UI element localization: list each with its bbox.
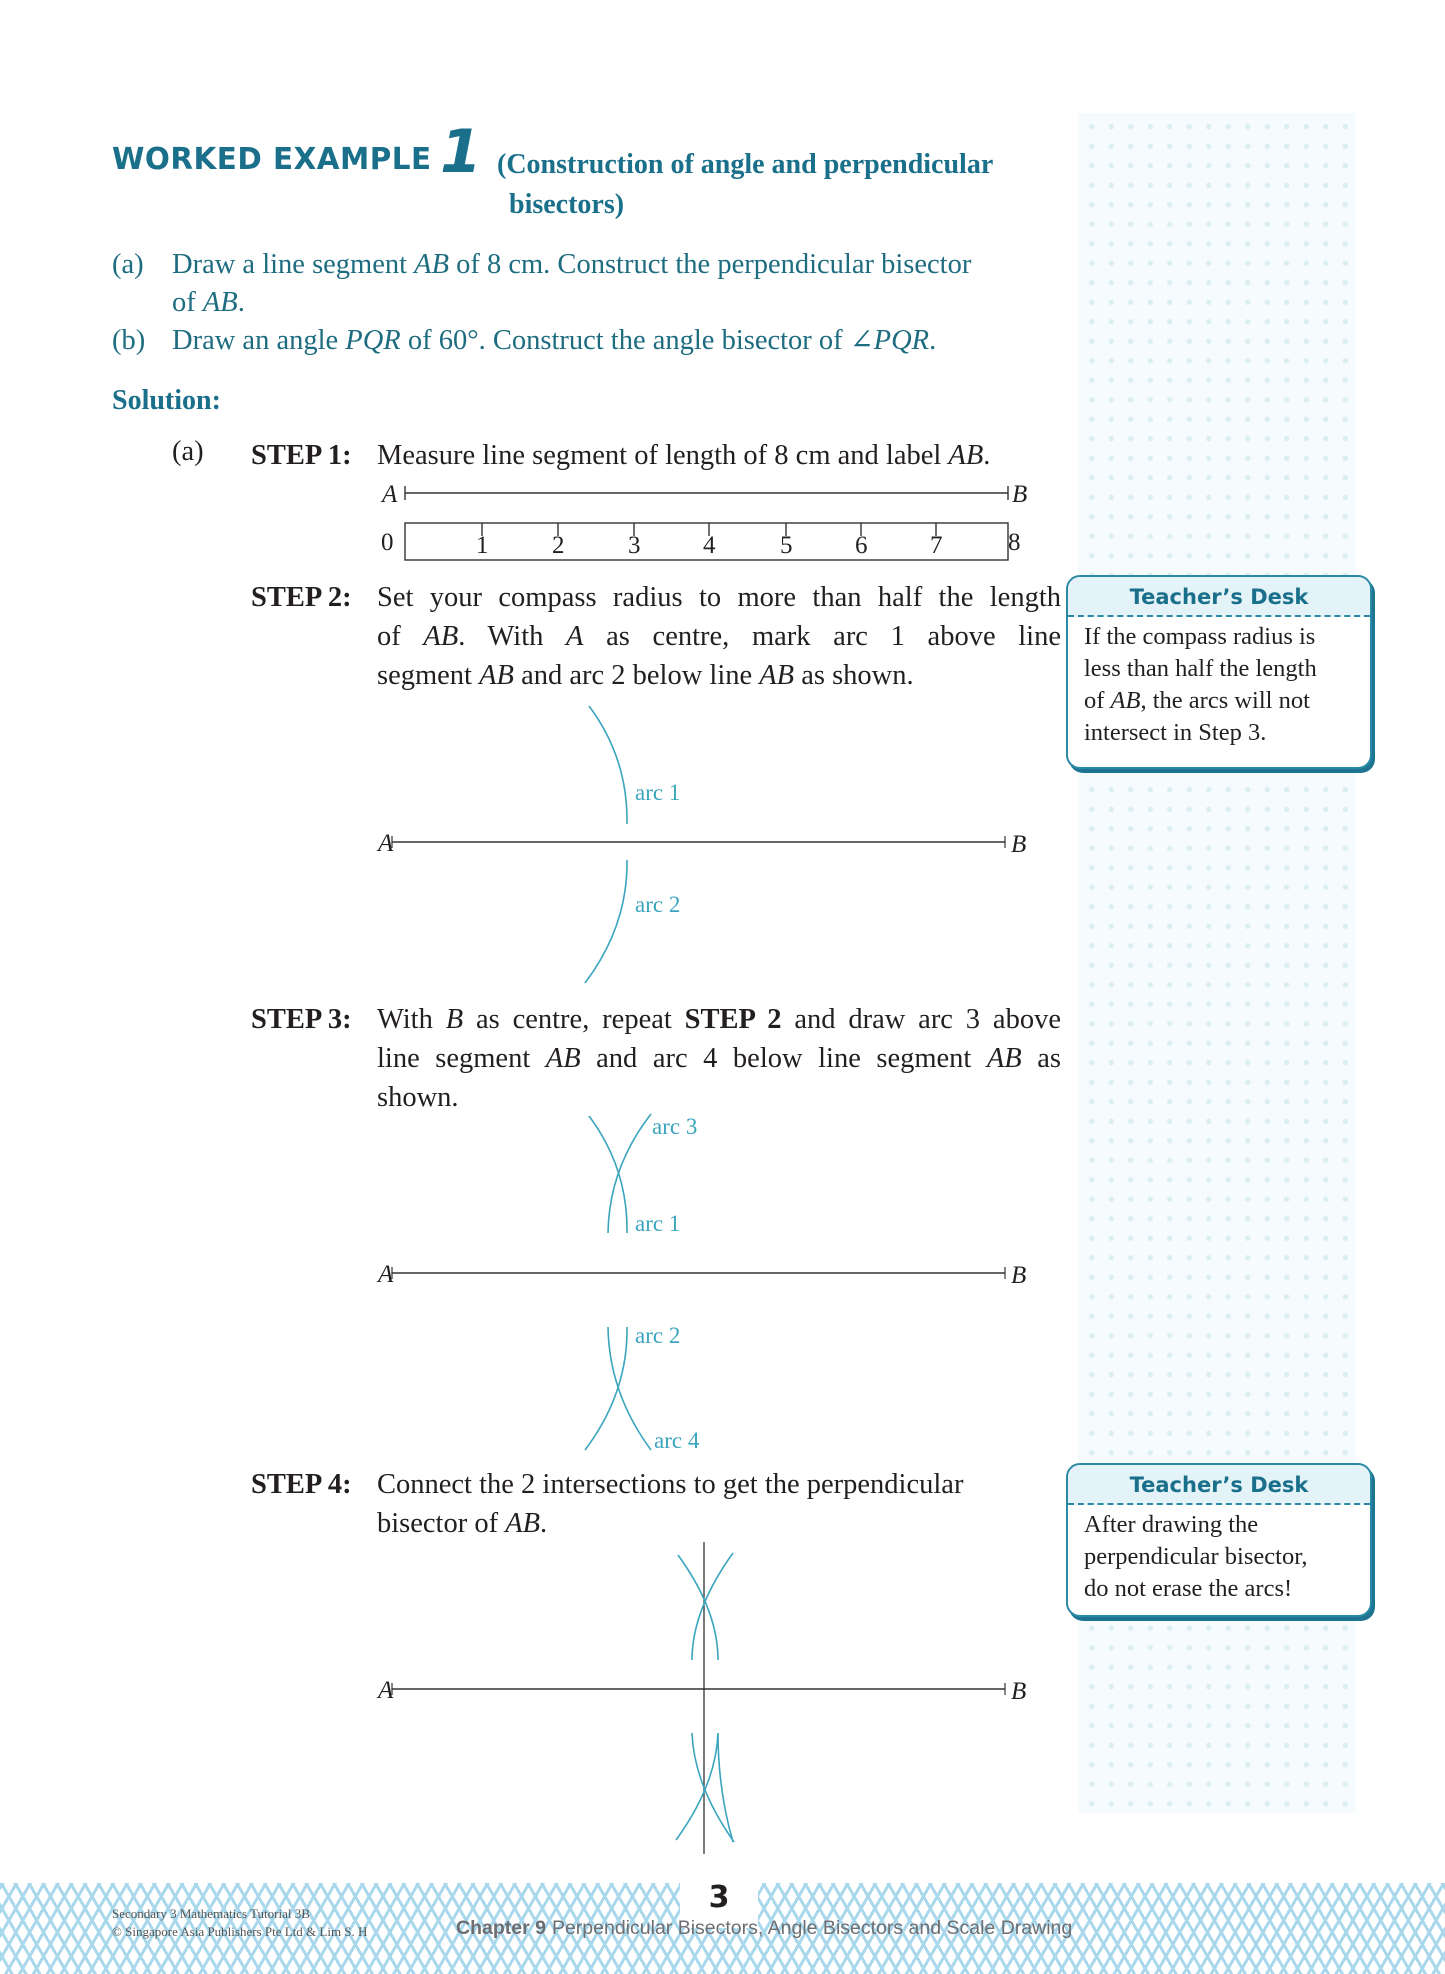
step-reference: STEP 2 [684,1004,782,1035]
point-b-label: B [1012,481,1028,508]
text: and draw arc 3 above [781,1004,1061,1035]
var-a: A [566,621,584,652]
question-b [112,322,1072,360]
text [377,656,1061,695]
point-b-label: B [1011,1678,1027,1705]
text: . [929,325,937,356]
step-3-label: STEP 3: [251,1004,352,1035]
ruler-tick-8: 8 [1008,529,1021,556]
text: . [237,287,245,318]
text: shown. [377,1082,459,1113]
var-ab: AB [423,621,459,652]
text: Measure line segment of length of 8 cm and label [377,440,949,471]
text: as centre, repeat [463,1004,685,1035]
arc-3 [608,1114,651,1233]
text: and arc 2 below line [513,660,760,691]
subtitle-line-2: bisectors) [509,189,625,220]
var-ab: AB [759,660,795,691]
step-3-text [377,1000,1061,1117]
worked-example-label: WORKED EXAMPLE [112,142,432,177]
arc-4-label: arc 4 [654,1428,700,1453]
text: If the compass radius is [1084,623,1316,650]
chapter-label: Chapter 9 [456,1917,546,1939]
var-ab: AB [1110,687,1141,714]
text: intersect in Step 3. [1084,719,1267,746]
var-b: B [445,1004,464,1035]
var-ab: AB [545,1043,581,1074]
ruler-tick-3: 3 [628,532,641,559]
page-number: 3 [708,1880,730,1915]
var-pqr: PQR [345,325,401,356]
question-a-label: (a) [112,249,144,280]
text: line segment [377,1043,546,1074]
text [1084,685,1358,717]
arc-2 [585,860,627,983]
ruler-tick-0: 0 [381,529,394,556]
text: as centre, mark arc 1 above line [583,621,1061,652]
text: do not erase the arcs! [1084,1575,1293,1602]
text: . With [458,621,567,652]
arc-2-label: arc 2 [635,892,681,917]
text [377,1504,1061,1543]
arc-3-label: arc 3 [652,1114,698,1139]
point-b-label: B [1011,1262,1027,1289]
text [377,617,1061,656]
solution-heading: Solution: [112,385,221,416]
arc-2-label: arc 2 [635,1323,681,1348]
var-ab: AB [986,1043,1022,1074]
question-a [112,246,1072,322]
step-2-text [377,578,1061,695]
worked-example-number: 1 [440,117,482,187]
teachers-desk-note-2 [1066,1463,1372,1617]
ruler-tick-5: 5 [780,532,793,559]
step-1-label: STEP 1: [251,440,352,471]
ruler-tick-6: 6 [855,532,868,559]
point-a-label: A [378,1677,394,1704]
step-1 [251,436,1071,476]
text: of [377,621,424,652]
arc-1 [589,706,627,824]
text: of [1084,687,1111,714]
text: as shown. [794,660,914,691]
subtitle-line-1: (Construction of angle and perpendicular [497,149,994,180]
var-ab: AB [202,287,238,318]
arc-4 [608,1327,651,1450]
point-a-label: A [382,481,398,508]
ruler-tick-7: 7 [930,532,943,559]
text: . [540,1508,548,1539]
question-a-text-cont: of 8 cm. Construct the perpendicular bisector [449,249,972,280]
text: bisector of [377,1508,506,1539]
angle-pqr: ∠PQR [849,325,930,356]
footer-book-title: Secondary 3 Mathematics Tutorial 3B [112,1906,310,1921]
point-a-label: A [378,830,394,857]
var-ab: AB [505,1508,541,1539]
footer-copyright: © Singapore Asia Publishers Pte Ltd & Lim S. H [112,1924,368,1939]
step-4 [251,1465,1071,1545]
teachers-desk-note-1 [1066,575,1372,769]
point-b-label: B [1011,831,1027,858]
part-a-label: (a) [172,436,204,467]
ruler-tick-2: 2 [552,532,565,559]
var-ab: AB [479,660,514,691]
teachers-desk-title: Teacher’s Desk [1068,577,1370,617]
step-4-diagram [376,1542,1026,1854]
text: Connect the 2 intersections to get the perpendicular [377,1469,964,1500]
question-b-label: (b) [112,325,146,356]
arc-1-label: arc 1 [635,1211,681,1236]
arc-1 [589,1116,627,1233]
text: segment [377,660,480,691]
footer-chapter [456,1917,1072,1940]
ruler-diagram [380,481,1027,560]
worked-example-subtitle [497,145,1077,225]
step-2 [251,578,1071,698]
text: as [1021,1043,1061,1074]
question-a-line2 [112,284,1072,322]
text: of [172,287,203,318]
text: After drawing the [1084,1511,1259,1538]
text [377,1000,1061,1039]
step-1-text [377,436,1061,475]
text: . [983,440,991,471]
text: , the arcs will not [1140,687,1310,714]
teachers-desk-body [1068,1505,1370,1613]
arc-1-label: arc 1 [635,780,681,805]
chapter-title: Perpendicular Bisectors, Angle Bisectors and Scale Drawing [551,1917,1073,1939]
point-a-label: A [378,1261,394,1288]
text: less than half the length [1084,655,1317,682]
ruler-tick-4: 4 [703,532,716,559]
step-4-text [377,1465,1061,1543]
var-ab: AB [948,440,984,471]
question-a-text: Draw a line segment [172,249,415,280]
question-b-text-cont: of 60°. Construct the angle bisector of [400,325,850,356]
teachers-desk-body [1068,617,1370,757]
step-2-label: STEP 2: [251,582,352,613]
step-3-diagram [376,1114,1026,1453]
ruler-tick-1: 1 [476,532,489,559]
var-ab: AB [414,249,449,280]
teachers-desk-title: Teacher’s Desk [1068,1465,1370,1505]
question-b-text: Draw an angle [172,325,346,356]
text: and arc 4 below line segment [580,1043,987,1074]
step-2-diagram [376,706,1026,983]
text: Set your compass radius to more than half the length [377,582,1061,613]
step-3 [251,1000,1071,1120]
step-4-label: STEP 4: [251,1469,352,1500]
text [377,1039,1061,1078]
text: perpendicular bisector, [1084,1543,1308,1570]
text: With [377,1004,446,1035]
arc-2 [585,1327,627,1450]
